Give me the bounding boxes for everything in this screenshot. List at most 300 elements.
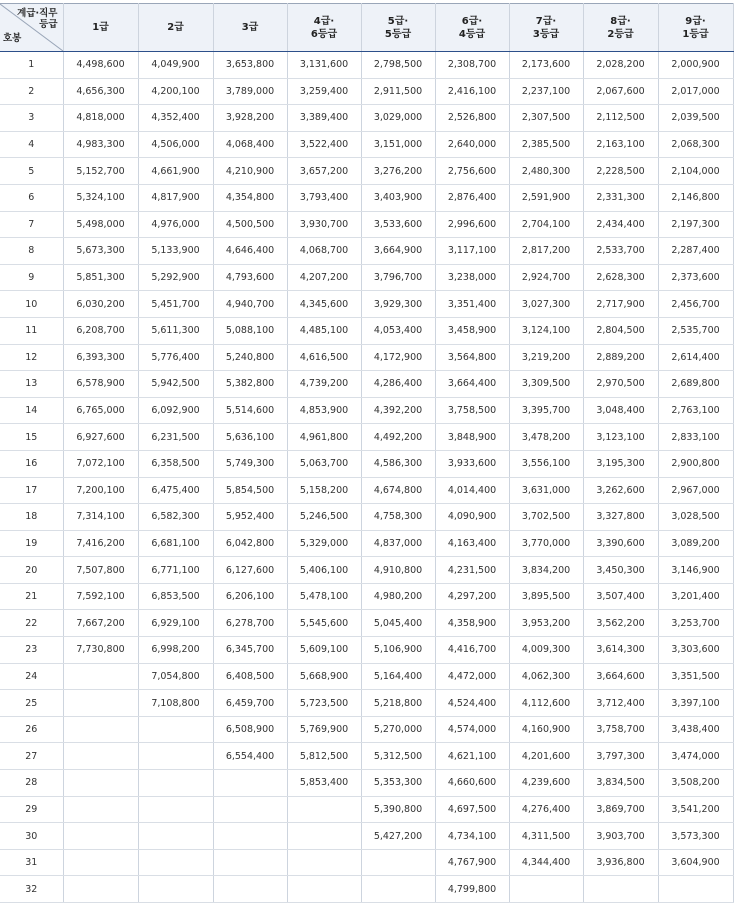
step-cell: 30 bbox=[0, 823, 63, 850]
salary-cell: 3,327,800 bbox=[583, 504, 658, 531]
table-row bbox=[0, 716, 733, 743]
table-row bbox=[0, 557, 733, 584]
table-row bbox=[0, 876, 733, 903]
salary-cell: 2,197,300 bbox=[658, 211, 733, 238]
salary-cell: 6,554,400 bbox=[213, 743, 287, 770]
salary-cell: 4,416,700 bbox=[435, 637, 509, 664]
salary-cell bbox=[287, 876, 361, 903]
salary-cell: 3,556,100 bbox=[509, 450, 583, 477]
column-header-line1: 8급· bbox=[610, 15, 631, 27]
salary-cell: 4,524,400 bbox=[435, 690, 509, 717]
salary-cell: 3,796,700 bbox=[361, 264, 435, 291]
salary-cell bbox=[213, 770, 287, 797]
column-header-7 bbox=[509, 4, 583, 52]
salary-cell: 3,657,200 bbox=[287, 158, 361, 185]
step-cell: 18 bbox=[0, 504, 63, 531]
salary-cell: 4,661,900 bbox=[138, 158, 213, 185]
salary-cell: 3,474,000 bbox=[658, 743, 733, 770]
salary-cell: 2,833,100 bbox=[658, 424, 733, 451]
salary-cell bbox=[63, 743, 138, 770]
salary-cell: 5,353,300 bbox=[361, 770, 435, 797]
salary-cell: 3,151,000 bbox=[361, 131, 435, 158]
salary-cell: 2,068,300 bbox=[658, 131, 733, 158]
step-cell: 19 bbox=[0, 530, 63, 557]
salary-cell: 4,344,400 bbox=[509, 849, 583, 876]
salary-cell: 3,238,000 bbox=[435, 264, 509, 291]
salary-cell: 6,765,000 bbox=[63, 397, 138, 424]
salary-cell: 6,998,200 bbox=[138, 637, 213, 664]
salary-cell bbox=[63, 690, 138, 717]
table-row bbox=[0, 184, 733, 211]
salary-cell bbox=[287, 849, 361, 876]
column-header-line2: 2등급 bbox=[607, 28, 634, 40]
table-row bbox=[0, 317, 733, 344]
salary-cell bbox=[213, 876, 287, 903]
salary-cell: 7,730,800 bbox=[63, 637, 138, 664]
salary-cell: 3,522,400 bbox=[287, 131, 361, 158]
salary-cell: 3,259,400 bbox=[287, 78, 361, 105]
salary-cell: 2,480,300 bbox=[509, 158, 583, 185]
salary-cell bbox=[361, 876, 435, 903]
table-row bbox=[0, 663, 733, 690]
salary-cell: 4,210,900 bbox=[213, 158, 287, 185]
salary-cell: 2,307,500 bbox=[509, 105, 583, 132]
salary-cell: 3,438,400 bbox=[658, 716, 733, 743]
salary-cell: 6,345,700 bbox=[213, 637, 287, 664]
table-row bbox=[0, 477, 733, 504]
salary-cell: 6,459,700 bbox=[213, 690, 287, 717]
salary-cell: 3,797,300 bbox=[583, 743, 658, 770]
table-row bbox=[0, 291, 733, 318]
step-cell: 22 bbox=[0, 610, 63, 637]
salary-cell: 2,889,200 bbox=[583, 344, 658, 371]
salary-cell: 3,928,200 bbox=[213, 105, 287, 132]
salary-cell: 3,541,200 bbox=[658, 796, 733, 823]
step-cell: 31 bbox=[0, 849, 63, 876]
salary-cell: 5,158,200 bbox=[287, 477, 361, 504]
salary-cell: 2,526,800 bbox=[435, 105, 509, 132]
column-header-5 bbox=[361, 4, 435, 52]
salary-cell bbox=[138, 876, 213, 903]
salary-cell bbox=[63, 796, 138, 823]
salary-cell: 3,303,600 bbox=[658, 637, 733, 664]
salary-cell: 6,582,300 bbox=[138, 504, 213, 531]
salary-cell: 4,009,300 bbox=[509, 637, 583, 664]
salary-table bbox=[0, 3, 734, 903]
step-cell: 11 bbox=[0, 317, 63, 344]
salary-cell: 4,053,400 bbox=[361, 317, 435, 344]
salary-cell: 3,834,500 bbox=[583, 770, 658, 797]
table-row bbox=[0, 344, 733, 371]
salary-cell: 2,287,400 bbox=[658, 238, 733, 265]
column-header-line1: 3급 bbox=[241, 22, 259, 33]
salary-cell bbox=[63, 663, 138, 690]
salary-cell: 2,924,700 bbox=[509, 264, 583, 291]
salary-cell: 3,351,500 bbox=[658, 663, 733, 690]
salary-cell: 3,029,000 bbox=[361, 105, 435, 132]
salary-cell: 3,869,700 bbox=[583, 796, 658, 823]
salary-cell: 5,776,400 bbox=[138, 344, 213, 371]
salary-cell: 5,498,000 bbox=[63, 211, 138, 238]
salary-cell: 2,146,800 bbox=[658, 184, 733, 211]
salary-cell: 6,030,200 bbox=[63, 291, 138, 318]
salary-cell: 6,208,700 bbox=[63, 317, 138, 344]
salary-cell: 7,072,100 bbox=[63, 450, 138, 477]
salary-cell: 2,308,700 bbox=[435, 52, 509, 79]
table-row bbox=[0, 105, 733, 132]
salary-cell: 4,976,000 bbox=[138, 211, 213, 238]
step-cell: 1 bbox=[0, 52, 63, 79]
salary-cell: 6,358,500 bbox=[138, 450, 213, 477]
salary-cell: 3,653,800 bbox=[213, 52, 287, 79]
salary-cell: 3,027,300 bbox=[509, 291, 583, 318]
column-header-line1: 9급· bbox=[685, 15, 706, 27]
salary-cell: 5,218,800 bbox=[361, 690, 435, 717]
salary-cell: 2,970,500 bbox=[583, 371, 658, 398]
salary-cell: 3,089,200 bbox=[658, 530, 733, 557]
step-cell: 9 bbox=[0, 264, 63, 291]
salary-cell: 5,749,300 bbox=[213, 450, 287, 477]
column-header-1 bbox=[63, 4, 138, 52]
salary-cell: 4,498,600 bbox=[63, 52, 138, 79]
salary-cell: 5,106,900 bbox=[361, 637, 435, 664]
salary-cell: 4,392,200 bbox=[361, 397, 435, 424]
step-cell: 26 bbox=[0, 716, 63, 743]
salary-cell: 4,354,800 bbox=[213, 184, 287, 211]
column-header-line1: 5급· bbox=[387, 15, 409, 27]
salary-cell: 4,068,700 bbox=[287, 238, 361, 265]
column-header-line2: 1등급 bbox=[682, 28, 709, 40]
salary-cell: 2,416,100 bbox=[435, 78, 509, 105]
salary-cell: 4,049,900 bbox=[138, 52, 213, 79]
salary-cell: 3,253,700 bbox=[658, 610, 733, 637]
table-row bbox=[0, 371, 733, 398]
salary-cell: 2,967,000 bbox=[658, 477, 733, 504]
step-cell: 15 bbox=[0, 424, 63, 451]
salary-cell: 3,930,700 bbox=[287, 211, 361, 238]
salary-cell: 6,681,100 bbox=[138, 530, 213, 557]
table-row bbox=[0, 52, 733, 79]
salary-cell: 4,767,900 bbox=[435, 849, 509, 876]
salary-cell: 4,799,800 bbox=[435, 876, 509, 903]
salary-cell: 4,793,600 bbox=[213, 264, 287, 291]
salary-cell: 6,578,900 bbox=[63, 371, 138, 398]
salary-cell: 5,611,300 bbox=[138, 317, 213, 344]
salary-cell: 5,152,700 bbox=[63, 158, 138, 185]
salary-cell: 2,704,100 bbox=[509, 211, 583, 238]
salary-cell: 5,478,100 bbox=[287, 583, 361, 610]
salary-cell: 6,278,700 bbox=[213, 610, 287, 637]
salary-cell: 4,734,100 bbox=[435, 823, 509, 850]
salary-cell: 2,533,700 bbox=[583, 238, 658, 265]
salary-cell: 2,535,700 bbox=[658, 317, 733, 344]
table-row bbox=[0, 849, 733, 876]
salary-cell bbox=[583, 876, 658, 903]
salary-cell: 2,763,100 bbox=[658, 397, 733, 424]
table-row bbox=[0, 131, 733, 158]
salary-cell bbox=[138, 716, 213, 743]
table-row bbox=[0, 504, 733, 531]
salary-cell bbox=[63, 823, 138, 850]
salary-cell: 4,207,200 bbox=[287, 264, 361, 291]
salary-cell: 5,636,100 bbox=[213, 424, 287, 451]
column-header-3 bbox=[213, 4, 287, 52]
salary-cell: 4,163,400 bbox=[435, 530, 509, 557]
salary-cell: 5,240,800 bbox=[213, 344, 287, 371]
column-header-line2: 3등급 bbox=[532, 28, 560, 40]
corner-header-cell bbox=[0, 4, 63, 52]
salary-cell bbox=[213, 796, 287, 823]
salary-cell: 3,309,500 bbox=[509, 371, 583, 398]
column-header-6 bbox=[435, 4, 509, 52]
table-row bbox=[0, 743, 733, 770]
salary-cell: 3,117,100 bbox=[435, 238, 509, 265]
salary-cell: 6,927,600 bbox=[63, 424, 138, 451]
salary-cell: 4,961,800 bbox=[287, 424, 361, 451]
salary-cell: 6,042,800 bbox=[213, 530, 287, 557]
salary-cell: 2,104,000 bbox=[658, 158, 733, 185]
step-cell: 24 bbox=[0, 663, 63, 690]
salary-cell: 6,206,100 bbox=[213, 583, 287, 610]
salary-cell: 5,451,700 bbox=[138, 291, 213, 318]
salary-cell: 3,508,200 bbox=[658, 770, 733, 797]
salary-cell: 3,933,600 bbox=[435, 450, 509, 477]
salary-cell: 3,195,300 bbox=[583, 450, 658, 477]
salary-cell: 4,940,700 bbox=[213, 291, 287, 318]
salary-cell: 6,231,500 bbox=[138, 424, 213, 451]
column-header-9 bbox=[658, 4, 733, 52]
salary-cell: 4,818,000 bbox=[63, 105, 138, 132]
salary-cell: 4,586,300 bbox=[361, 450, 435, 477]
salary-cell: 4,980,200 bbox=[361, 583, 435, 610]
salary-cell: 2,163,100 bbox=[583, 131, 658, 158]
salary-cell: 2,640,000 bbox=[435, 131, 509, 158]
salary-cell: 4,200,100 bbox=[138, 78, 213, 105]
salary-cell: 2,900,800 bbox=[658, 450, 733, 477]
salary-cell: 5,673,300 bbox=[63, 238, 138, 265]
salary-cell bbox=[287, 823, 361, 850]
salary-cell: 5,312,500 bbox=[361, 743, 435, 770]
salary-cell: 3,573,300 bbox=[658, 823, 733, 850]
salary-cell: 6,853,500 bbox=[138, 583, 213, 610]
salary-cell: 3,124,100 bbox=[509, 317, 583, 344]
salary-cell: 3,390,600 bbox=[583, 530, 658, 557]
salary-cell bbox=[63, 770, 138, 797]
salary-cell: 4,574,000 bbox=[435, 716, 509, 743]
corner-column-label-line1: 계급·직무 bbox=[17, 8, 58, 19]
salary-cell: 4,656,300 bbox=[63, 78, 138, 105]
step-cell: 5 bbox=[0, 158, 63, 185]
salary-cell bbox=[63, 876, 138, 903]
salary-cell: 5,952,400 bbox=[213, 504, 287, 531]
salary-cell: 5,324,100 bbox=[63, 184, 138, 211]
salary-cell: 2,996,600 bbox=[435, 211, 509, 238]
salary-cell: 5,514,600 bbox=[213, 397, 287, 424]
column-header-line2: 6등급 bbox=[310, 28, 338, 40]
salary-cell: 2,237,100 bbox=[509, 78, 583, 105]
salary-cell: 5,164,400 bbox=[361, 663, 435, 690]
column-header-line1: 1급 bbox=[92, 22, 109, 33]
salary-cell: 2,039,500 bbox=[658, 105, 733, 132]
step-cell: 32 bbox=[0, 876, 63, 903]
salary-cell: 5,942,500 bbox=[138, 371, 213, 398]
salary-cell: 4,739,200 bbox=[287, 371, 361, 398]
salary-cell: 3,131,600 bbox=[287, 52, 361, 79]
column-header-line2: 5등급 bbox=[384, 28, 412, 40]
salary-cell: 3,936,800 bbox=[583, 849, 658, 876]
table-row bbox=[0, 583, 733, 610]
salary-cell: 7,054,800 bbox=[138, 663, 213, 690]
salary-cell: 4,485,100 bbox=[287, 317, 361, 344]
salary-cell: 3,758,700 bbox=[583, 716, 658, 743]
salary-cell: 5,545,600 bbox=[287, 610, 361, 637]
table-row bbox=[0, 796, 733, 823]
salary-cell: 4,758,300 bbox=[361, 504, 435, 531]
salary-cell: 7,108,800 bbox=[138, 690, 213, 717]
salary-cell: 4,983,300 bbox=[63, 131, 138, 158]
salary-cell: 2,689,800 bbox=[658, 371, 733, 398]
salary-cell: 4,172,900 bbox=[361, 344, 435, 371]
salary-cell: 4,068,400 bbox=[213, 131, 287, 158]
table-row bbox=[0, 450, 733, 477]
salary-cell: 3,834,200 bbox=[509, 557, 583, 584]
salary-cell: 3,929,300 bbox=[361, 291, 435, 318]
salary-cell: 3,702,500 bbox=[509, 504, 583, 531]
salary-cell: 4,837,000 bbox=[361, 530, 435, 557]
corner-column-label bbox=[17, 8, 57, 30]
salary-cell: 3,848,900 bbox=[435, 424, 509, 451]
salary-cell: 2,817,200 bbox=[509, 238, 583, 265]
salary-cell: 4,062,300 bbox=[509, 663, 583, 690]
salary-cell bbox=[287, 796, 361, 823]
salary-cell: 3,631,000 bbox=[509, 477, 583, 504]
salary-cell: 3,478,200 bbox=[509, 424, 583, 451]
salary-cell: 7,416,200 bbox=[63, 530, 138, 557]
salary-cell: 5,723,500 bbox=[287, 690, 361, 717]
salary-cell: 4,276,400 bbox=[509, 796, 583, 823]
salary-cell: 3,564,800 bbox=[435, 344, 509, 371]
table-row bbox=[0, 823, 733, 850]
table-row bbox=[0, 78, 733, 105]
salary-cell: 4,311,500 bbox=[509, 823, 583, 850]
salary-cell: 7,200,100 bbox=[63, 477, 138, 504]
salary-cell bbox=[138, 849, 213, 876]
salary-cell: 5,390,800 bbox=[361, 796, 435, 823]
corner-column-label-line2: 등급 bbox=[39, 19, 58, 30]
salary-cell: 5,853,400 bbox=[287, 770, 361, 797]
salary-cell: 6,929,100 bbox=[138, 610, 213, 637]
step-cell: 21 bbox=[0, 583, 63, 610]
salary-cell bbox=[138, 796, 213, 823]
salary-cell bbox=[213, 849, 287, 876]
column-header-line1: 2급 bbox=[167, 22, 184, 33]
salary-cell: 4,697,500 bbox=[435, 796, 509, 823]
salary-cell: 7,592,100 bbox=[63, 583, 138, 610]
salary-cell: 5,133,900 bbox=[138, 238, 213, 265]
step-cell: 17 bbox=[0, 477, 63, 504]
step-cell: 14 bbox=[0, 397, 63, 424]
salary-cell: 3,146,900 bbox=[658, 557, 733, 584]
salary-cell: 3,562,200 bbox=[583, 610, 658, 637]
step-cell: 12 bbox=[0, 344, 63, 371]
salary-cell: 4,506,000 bbox=[138, 131, 213, 158]
salary-cell: 4,239,600 bbox=[509, 770, 583, 797]
salary-cell: 2,756,600 bbox=[435, 158, 509, 185]
salary-cell: 6,475,400 bbox=[138, 477, 213, 504]
salary-cell: 5,088,100 bbox=[213, 317, 287, 344]
salary-cell: 4,660,600 bbox=[435, 770, 509, 797]
salary-cell: 2,614,400 bbox=[658, 344, 733, 371]
column-header-line1: 7급· bbox=[535, 15, 557, 27]
salary-cell: 3,048,400 bbox=[583, 397, 658, 424]
corner-row-label: 호봉 bbox=[3, 33, 22, 44]
step-cell: 27 bbox=[0, 743, 63, 770]
salary-cell: 3,664,900 bbox=[361, 238, 435, 265]
salary-cell: 3,262,600 bbox=[583, 477, 658, 504]
salary-cell: 4,674,800 bbox=[361, 477, 435, 504]
salary-cell: 4,358,900 bbox=[435, 610, 509, 637]
table-header-row bbox=[0, 4, 733, 52]
salary-cell: 4,231,500 bbox=[435, 557, 509, 584]
column-header-8 bbox=[583, 4, 658, 52]
salary-cell: 4,472,000 bbox=[435, 663, 509, 690]
salary-cell: 5,812,500 bbox=[287, 743, 361, 770]
salary-cell: 3,201,400 bbox=[658, 583, 733, 610]
table-row bbox=[0, 530, 733, 557]
salary-cell: 2,000,900 bbox=[658, 52, 733, 79]
salary-cell: 2,017,000 bbox=[658, 78, 733, 105]
table-row bbox=[0, 690, 733, 717]
salary-cell: 4,014,400 bbox=[435, 477, 509, 504]
salary-cell: 7,507,800 bbox=[63, 557, 138, 584]
salary-cell: 4,492,200 bbox=[361, 424, 435, 451]
salary-cell: 3,276,200 bbox=[361, 158, 435, 185]
salary-cell: 5,854,500 bbox=[213, 477, 287, 504]
table-row bbox=[0, 238, 733, 265]
table-row bbox=[0, 637, 733, 664]
salary-cell: 4,090,900 bbox=[435, 504, 509, 531]
salary-cell: 4,201,600 bbox=[509, 743, 583, 770]
salary-cell bbox=[213, 823, 287, 850]
step-cell: 20 bbox=[0, 557, 63, 584]
table-row bbox=[0, 264, 733, 291]
salary-cell bbox=[138, 743, 213, 770]
salary-cell bbox=[509, 876, 583, 903]
table-row bbox=[0, 397, 733, 424]
salary-cell: 5,045,400 bbox=[361, 610, 435, 637]
salary-cell: 5,668,900 bbox=[287, 663, 361, 690]
step-cell: 4 bbox=[0, 131, 63, 158]
step-cell: 13 bbox=[0, 371, 63, 398]
salary-cell bbox=[63, 849, 138, 876]
salary-cell: 2,876,400 bbox=[435, 184, 509, 211]
salary-cell: 4,160,900 bbox=[509, 716, 583, 743]
salary-cell: 2,434,400 bbox=[583, 211, 658, 238]
salary-cell: 4,817,900 bbox=[138, 184, 213, 211]
salary-cell: 2,798,500 bbox=[361, 52, 435, 79]
step-cell: 7 bbox=[0, 211, 63, 238]
column-header-2 bbox=[138, 4, 213, 52]
salary-cell: 5,406,100 bbox=[287, 557, 361, 584]
column-header-line1: 4급· bbox=[313, 15, 335, 27]
salary-cell: 3,351,400 bbox=[435, 291, 509, 318]
salary-cell: 3,712,400 bbox=[583, 690, 658, 717]
salary-cell: 3,789,000 bbox=[213, 78, 287, 105]
salary-cell: 3,533,600 bbox=[361, 211, 435, 238]
step-cell: 6 bbox=[0, 184, 63, 211]
salary-cell: 4,500,500 bbox=[213, 211, 287, 238]
salary-cell: 5,382,800 bbox=[213, 371, 287, 398]
